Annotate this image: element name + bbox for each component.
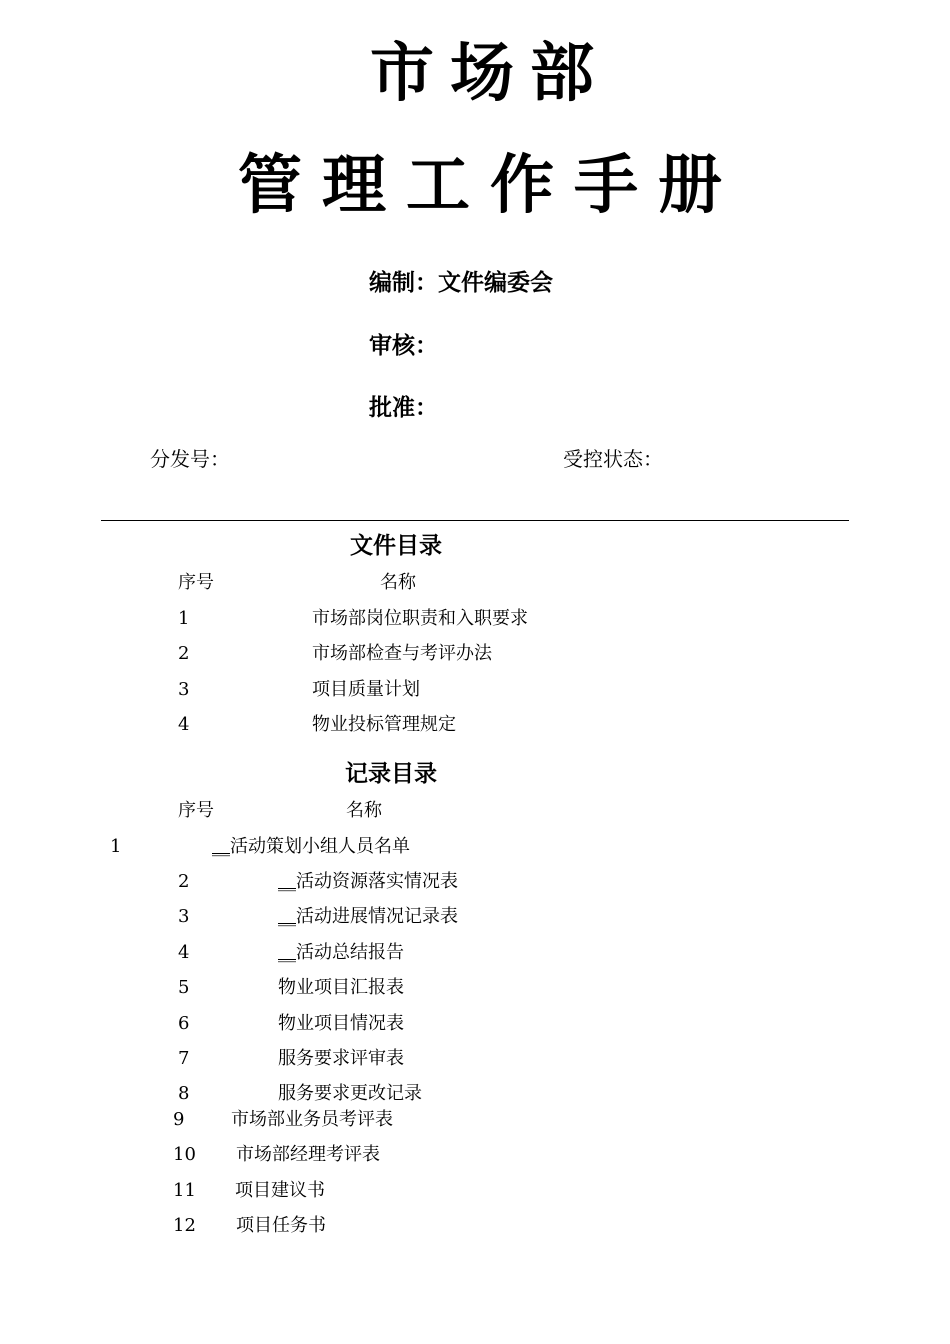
record-toc-row-name: __活动资源落实情况表 [278,871,458,892]
controlled-status-label: 受控状态： [563,447,663,471]
file-toc-row-no: 1 [178,608,190,629]
compile-line [369,268,553,298]
file-toc-row-no: 2 [178,643,190,664]
file-toc-row-no: 4 [178,714,190,735]
record-toc-heading: 记录目录 [345,761,437,787]
record-toc-row-no: 7 [178,1048,190,1069]
file-toc-col-name: 名称 [380,572,416,593]
title-line-2: 管理工作手册 [238,149,742,223]
record-toc-row-name: __活动进展情况记录表 [278,906,458,927]
record-toc-row-name: 市场部经理考评表 [236,1144,380,1165]
record-toc-row-name: __活动总结报告 [278,942,404,963]
fill-in-blank: __ [278,942,296,963]
record-toc-row-no: 4 [178,942,190,963]
title-line-1: 市场部 [370,37,610,111]
compile-label: 编制： [369,270,438,296]
record-toc-row-no: 1 [110,836,122,857]
record-toc-row-no: 10 [173,1144,196,1165]
compile-value: 文件编委会 [438,270,553,296]
record-toc-col-no: 序号 [178,800,214,821]
file-toc-row-no: 3 [178,679,190,700]
file-toc-col-no: 序号 [178,572,214,593]
file-toc-row-name: 市场部检查与考评办法 [312,643,492,664]
record-toc-row-name: 项目建议书 [235,1180,325,1201]
fill-in-blank: __ [278,906,296,927]
fill-in-blank: __ [278,871,296,892]
record-toc-row-no: 6 [178,1013,190,1034]
record-toc-row-no: 8 [178,1083,190,1104]
record-toc-row-name: __活动策划小组人员名单 [212,836,410,857]
record-toc-row-no: 2 [178,871,190,892]
record-toc-row-name: 物业项目汇报表 [278,977,404,998]
review-label: 审核： [369,333,438,359]
fill-in-blank: __ [212,836,230,857]
approve-label: 批准： [369,395,438,421]
record-toc-row-name: 服务要求评审表 [278,1048,404,1069]
record-toc-row-name: 服务要求更改记录 [278,1083,422,1104]
record-toc-row-no: 9 [173,1109,185,1130]
file-toc-heading: 文件目录 [350,533,442,559]
record-toc-row-name: 市场部业务员考评表 [231,1109,393,1130]
file-toc-row-name: 物业投标管理规定 [312,714,456,735]
distribution-number-label: 分发号： [150,447,230,471]
divider [101,520,849,521]
record-toc-col-name: 名称 [346,800,382,821]
file-toc-row-name: 市场部岗位职责和入职要求 [312,608,528,629]
record-toc-row-no: 3 [178,906,190,927]
record-toc-row-name: 项目任务书 [236,1215,326,1236]
record-toc-row-no: 5 [178,977,190,998]
record-toc-row-no: 11 [173,1180,196,1201]
record-toc-row-name: 物业项目情况表 [278,1013,404,1034]
record-toc-row-no: 12 [173,1215,196,1236]
file-toc-row-name: 项目质量计划 [312,679,420,700]
